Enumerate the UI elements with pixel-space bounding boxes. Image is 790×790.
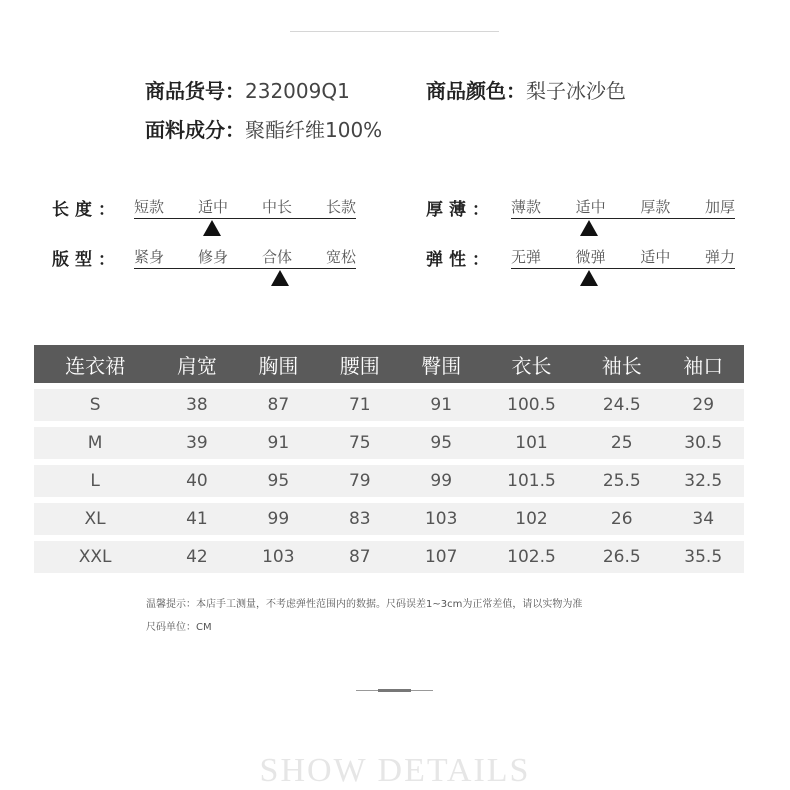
table-cell: L	[34, 465, 156, 497]
table-cell: 41	[156, 503, 237, 535]
section-divider-accent	[378, 689, 411, 692]
elasticity-indicator-icon	[580, 270, 598, 286]
thickness-label: 厚薄：	[426, 200, 495, 220]
elasticity-option: 微弹	[575, 248, 606, 266]
table-row	[34, 389, 744, 421]
fabric-composition	[145, 114, 382, 143]
column-header: 胸围	[238, 345, 319, 383]
column-header: 连衣裙	[34, 345, 156, 383]
table-cell: 26	[581, 503, 662, 535]
fit-option: 紧身	[134, 248, 165, 266]
table-cell: 99	[400, 465, 481, 497]
item-number	[145, 75, 350, 104]
length-scale	[134, 196, 356, 222]
table-cell: 107	[400, 541, 481, 573]
length-option: 短款	[134, 198, 165, 216]
table-cell: 87	[238, 389, 319, 421]
elasticity-option: 适中	[640, 248, 671, 266]
thickness-option: 厚款	[640, 198, 671, 216]
table-cell: 91	[400, 389, 481, 421]
fabric-label: 面料成分：	[145, 118, 245, 142]
elasticity-options	[511, 246, 735, 267]
table-cell: 91	[238, 427, 319, 459]
table-cell: 87	[319, 541, 400, 573]
size-unit-note: 尺码单位：CM	[146, 622, 212, 633]
table-cell: 34	[662, 503, 744, 535]
table-row	[34, 465, 744, 497]
table-cell: 32.5	[662, 465, 744, 497]
fit-label: 版型：	[52, 250, 121, 270]
length-scale-line	[134, 218, 356, 219]
elasticity-scale	[511, 246, 735, 272]
table-cell: 35.5	[662, 541, 744, 573]
table-cell: 99	[238, 503, 319, 535]
length-option: 中长	[261, 198, 292, 216]
size-table-header	[34, 345, 744, 383]
fit-option: 修身	[197, 248, 228, 266]
table-cell: 102.5	[482, 541, 581, 573]
table-cell: 75	[319, 427, 400, 459]
table-cell: 101.5	[482, 465, 581, 497]
item-color-value: 梨子冰沙色	[526, 79, 626, 103]
column-header: 腰围	[319, 345, 400, 383]
table-cell: M	[34, 427, 156, 459]
table-cell: XL	[34, 503, 156, 535]
table-cell: 83	[319, 503, 400, 535]
elasticity-label: 弹性：	[426, 250, 495, 270]
item-number-label: 商品货号：	[145, 79, 245, 103]
table-cell: 25	[581, 427, 662, 459]
column-header: 臀围	[400, 345, 481, 383]
fabric-value: 聚酯纤维100%	[245, 118, 383, 142]
fit-scale-line	[134, 268, 356, 269]
table-cell: 39	[156, 427, 237, 459]
table-cell: 42	[156, 541, 237, 573]
column-header: 肩宽	[156, 345, 237, 383]
table-cell: 95	[238, 465, 319, 497]
elasticity-scale-line	[511, 268, 735, 269]
table-cell: 100.5	[482, 389, 581, 421]
table-cell: 71	[319, 389, 400, 421]
table-cell: 101	[482, 427, 581, 459]
top-divider	[290, 31, 499, 32]
size-table	[34, 339, 744, 579]
thickness-scale-line	[511, 218, 735, 219]
table-row	[34, 503, 744, 535]
table-cell: 26.5	[581, 541, 662, 573]
measurement-note: 温馨提示：本店手工测量，不考虑弹性范围内的数据。尺码误差1~3cm为正常差值，请以实物为准	[146, 599, 583, 610]
fit-options	[134, 246, 356, 267]
table-cell: 30.5	[662, 427, 744, 459]
item-color-label: 商品颜色：	[426, 79, 526, 103]
item-color	[426, 75, 626, 104]
elasticity-option: 无弹	[511, 248, 542, 266]
table-cell: 24.5	[581, 389, 662, 421]
table-cell: 95	[400, 427, 481, 459]
table-row	[34, 427, 744, 459]
table-cell: 103	[238, 541, 319, 573]
table-cell: S	[34, 389, 156, 421]
thickness-indicator-icon	[580, 220, 598, 236]
table-cell: XXL	[34, 541, 156, 573]
table-row	[34, 541, 744, 573]
elasticity-option: 弹力	[704, 248, 735, 266]
table-cell: 40	[156, 465, 237, 497]
length-indicator-icon	[203, 220, 221, 236]
table-cell: 79	[319, 465, 400, 497]
fit-option: 宽松	[325, 248, 356, 266]
fit-scale	[134, 246, 356, 272]
thickness-option: 薄款	[511, 198, 542, 216]
fit-indicator-icon	[271, 270, 289, 286]
table-cell: 38	[156, 389, 237, 421]
table-cell: 29	[662, 389, 744, 421]
length-option: 长款	[325, 198, 356, 216]
column-header: 袖长	[581, 345, 662, 383]
thickness-option: 加厚	[704, 198, 735, 216]
fit-option: 合体	[261, 248, 292, 266]
table-cell: 103	[400, 503, 481, 535]
table-cell: 25.5	[581, 465, 662, 497]
column-header: 衣长	[482, 345, 581, 383]
thickness-scale	[511, 196, 735, 222]
length-option: 适中	[197, 198, 228, 216]
length-label: 长度：	[52, 200, 121, 220]
table-cell: 102	[482, 503, 581, 535]
section-title: SHOW DETAILS	[259, 752, 531, 789]
thickness-option: 适中	[575, 198, 606, 216]
length-options	[134, 196, 356, 217]
item-number-value: 232009Q1	[245, 79, 350, 103]
thickness-options	[511, 196, 735, 217]
column-header: 袖口	[662, 345, 744, 383]
